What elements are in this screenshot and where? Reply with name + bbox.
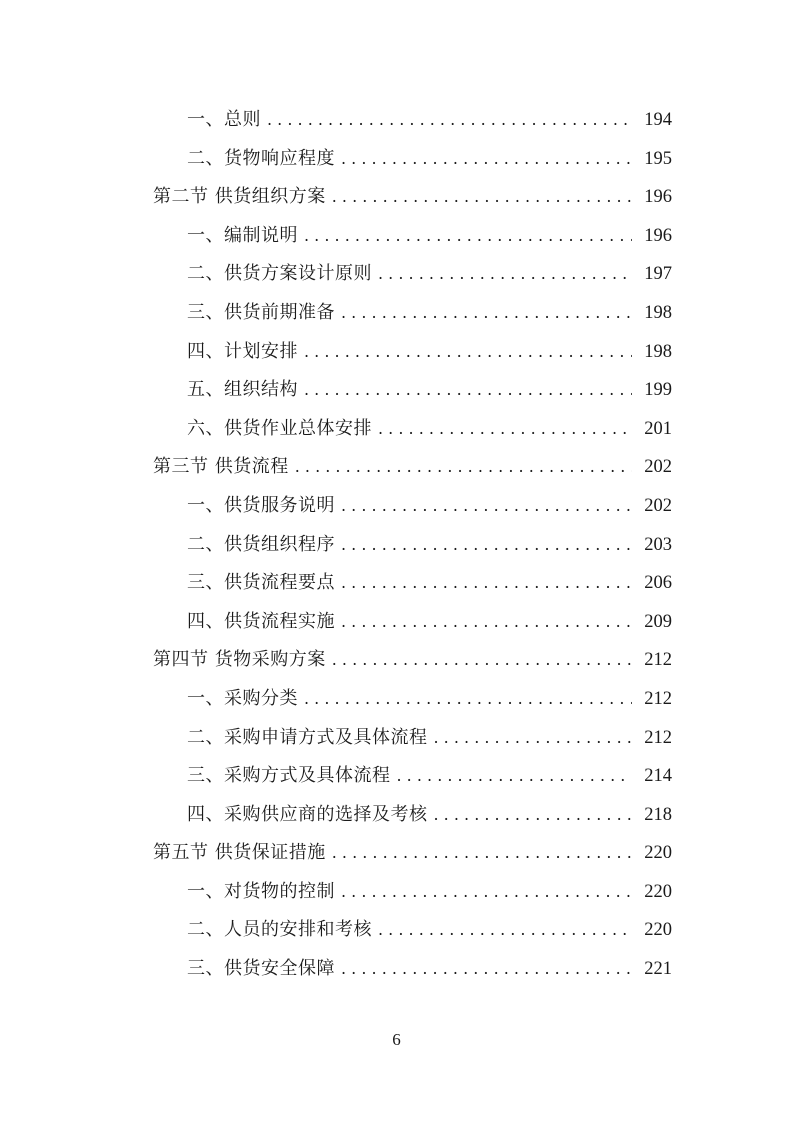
dot-leader	[295, 448, 632, 487]
toc-entry-page: 198	[644, 341, 672, 362]
dot-leader	[341, 487, 632, 526]
dot-leader	[397, 757, 633, 796]
toc-entry-page: 197	[644, 264, 672, 285]
toc-entry-title: 二、货物响应程度	[187, 147, 335, 169]
toc-entry-page: 218	[644, 804, 672, 825]
toc-entry-page: 195	[644, 148, 672, 169]
toc-entry-title: 一、供货服务说明	[187, 494, 335, 516]
toc-entry[interactable]	[0, 641, 793, 680]
dot-leader	[304, 371, 632, 410]
dot-leader	[434, 796, 633, 835]
dot-leader	[378, 911, 632, 950]
toc-entry[interactable]	[0, 448, 793, 487]
toc-entry-page: 203	[644, 534, 672, 555]
toc-entry[interactable]	[0, 757, 793, 796]
toc-entry-page: 221	[644, 959, 672, 980]
toc-entry[interactable]	[0, 217, 793, 256]
toc-entry-title: 四、供货流程实施	[187, 610, 335, 632]
dot-leader	[341, 294, 632, 333]
dot-leader	[267, 101, 632, 140]
toc-entry[interactable]	[0, 603, 793, 642]
dot-leader	[304, 333, 632, 372]
toc-entry-title: 一、采购分类	[187, 687, 298, 709]
toc-entry[interactable]	[0, 410, 793, 449]
toc-entry[interactable]	[0, 178, 793, 217]
toc-entry-title: 一、编制说明	[187, 224, 298, 246]
dot-leader	[341, 873, 632, 912]
toc-entry[interactable]	[0, 911, 793, 950]
toc-entry[interactable]	[0, 255, 793, 294]
toc-entry-page: 212	[644, 727, 672, 748]
dot-leader	[341, 564, 632, 603]
toc-entry-title: 二、人员的安排和考核	[187, 919, 372, 941]
toc-entry[interactable]	[0, 101, 793, 140]
dot-leader	[304, 217, 632, 256]
toc-entry-title: 五、组织结构	[187, 379, 298, 401]
dot-leader	[332, 178, 632, 217]
toc-entry-title: 三、供货安全保障	[187, 958, 335, 980]
toc-entry-title: 二、供货组织程序	[187, 533, 335, 555]
toc-entry[interactable]	[0, 796, 793, 835]
toc-entry-title: 六、供货作业总体安排	[187, 417, 372, 439]
dot-leader	[332, 641, 632, 680]
dot-leader	[378, 410, 632, 449]
toc-entry-title: 第三节 供货流程	[153, 456, 289, 478]
toc-entry[interactable]	[0, 294, 793, 333]
toc-entry-title: 第五节 供货保证措施	[153, 842, 326, 864]
page-number: 6	[392, 1030, 401, 1049]
toc-entry[interactable]	[0, 140, 793, 179]
toc-entry-title: 三、采购方式及具体流程	[187, 765, 391, 787]
dot-leader	[341, 603, 632, 642]
toc-entry[interactable]	[0, 873, 793, 912]
toc-entry-title: 四、采购供应商的选择及考核	[187, 803, 428, 825]
dot-leader	[341, 950, 632, 989]
toc-entry[interactable]	[0, 680, 793, 719]
dot-leader	[332, 834, 632, 873]
toc-entry-title: 四、计划安排	[187, 340, 298, 362]
toc-entry-page: 199	[644, 380, 672, 401]
toc-entry-page: 220	[644, 920, 672, 941]
toc-entry-title: 二、采购申请方式及具体流程	[187, 726, 428, 748]
dot-leader	[341, 140, 632, 179]
toc-entry-page: 202	[644, 457, 672, 478]
toc-entry[interactable]	[0, 333, 793, 372]
dot-leader	[304, 680, 632, 719]
toc-entry-page: 209	[644, 611, 672, 632]
toc-entry-page: 206	[644, 573, 672, 594]
toc-entry[interactable]	[0, 526, 793, 565]
toc-entry-page: 212	[644, 650, 672, 671]
toc-entry-page: 212	[644, 688, 672, 709]
toc-entry-page: 194	[644, 110, 672, 130]
dot-leader	[378, 255, 632, 294]
toc-entry-page: 196	[644, 225, 672, 246]
toc-entry-page: 202	[644, 495, 672, 516]
dot-leader	[434, 719, 633, 758]
toc-entry-page: 201	[644, 418, 672, 439]
toc-entry[interactable]	[0, 487, 793, 526]
toc-entry-title: 一、总则	[187, 109, 261, 130]
toc-entry-title: 二、供货方案设计原则	[187, 263, 372, 285]
toc-entry-title: 第四节 货物采购方案	[153, 649, 326, 671]
toc-entry[interactable]	[0, 719, 793, 758]
toc-entry-page: 198	[644, 302, 672, 323]
toc-entry[interactable]	[0, 950, 793, 989]
table-of-contents	[0, 101, 793, 989]
toc-entry[interactable]	[0, 834, 793, 873]
toc-entry-title: 三、供货前期准备	[187, 301, 335, 323]
toc-entry-page: 220	[644, 843, 672, 864]
toc-entry-page: 214	[644, 766, 672, 787]
toc-entry-page: 196	[644, 187, 672, 208]
toc-entry-page: 220	[644, 881, 672, 902]
toc-entry[interactable]	[0, 564, 793, 603]
dot-leader	[341, 526, 632, 565]
toc-entry-title: 第二节 供货组织方案	[153, 186, 326, 208]
toc-entry-title: 一、对货物的控制	[187, 880, 335, 902]
toc-entry[interactable]	[0, 371, 793, 410]
toc-entry-title: 三、供货流程要点	[187, 572, 335, 594]
